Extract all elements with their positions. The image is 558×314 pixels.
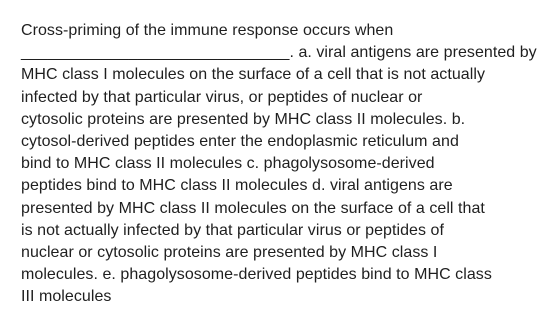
question-line: infected by that particular virus, or peptides of nuclear or [21, 88, 423, 106]
question-line: MHC class I molecules on the surface of a cell that is not actually [21, 66, 485, 84]
question-line: ______________________________. a. viral antigens are presented by [21, 44, 537, 62]
question-line: presented by MHC class II molecules on the surface of a cell that [21, 199, 485, 217]
question-line: is not actually infected by that particular virus or peptides of [21, 221, 444, 239]
question-line: Cross-priming of the immune response occurs when [21, 22, 394, 39]
question-line: peptides bind to MHC class II molecules d. viral antigens are [21, 177, 453, 195]
question-line: III molecules [21, 288, 112, 306]
question-line: cytosolic proteins are presented by MHC class II molecules. b. [21, 110, 466, 128]
question-line: bind to MHC class II molecules c. phagolysosome-derived [21, 155, 435, 173]
question-line: nuclear or cytosolic proteins are presented by MHC class I [21, 244, 438, 262]
question-line: cytosol-derived peptides enter the endoplasmic reticulum and [21, 133, 459, 151]
question-line: molecules. e. phagolysosome-derived peptides bind to MHC class [21, 266, 492, 284]
question-text [21, 20, 546, 309]
